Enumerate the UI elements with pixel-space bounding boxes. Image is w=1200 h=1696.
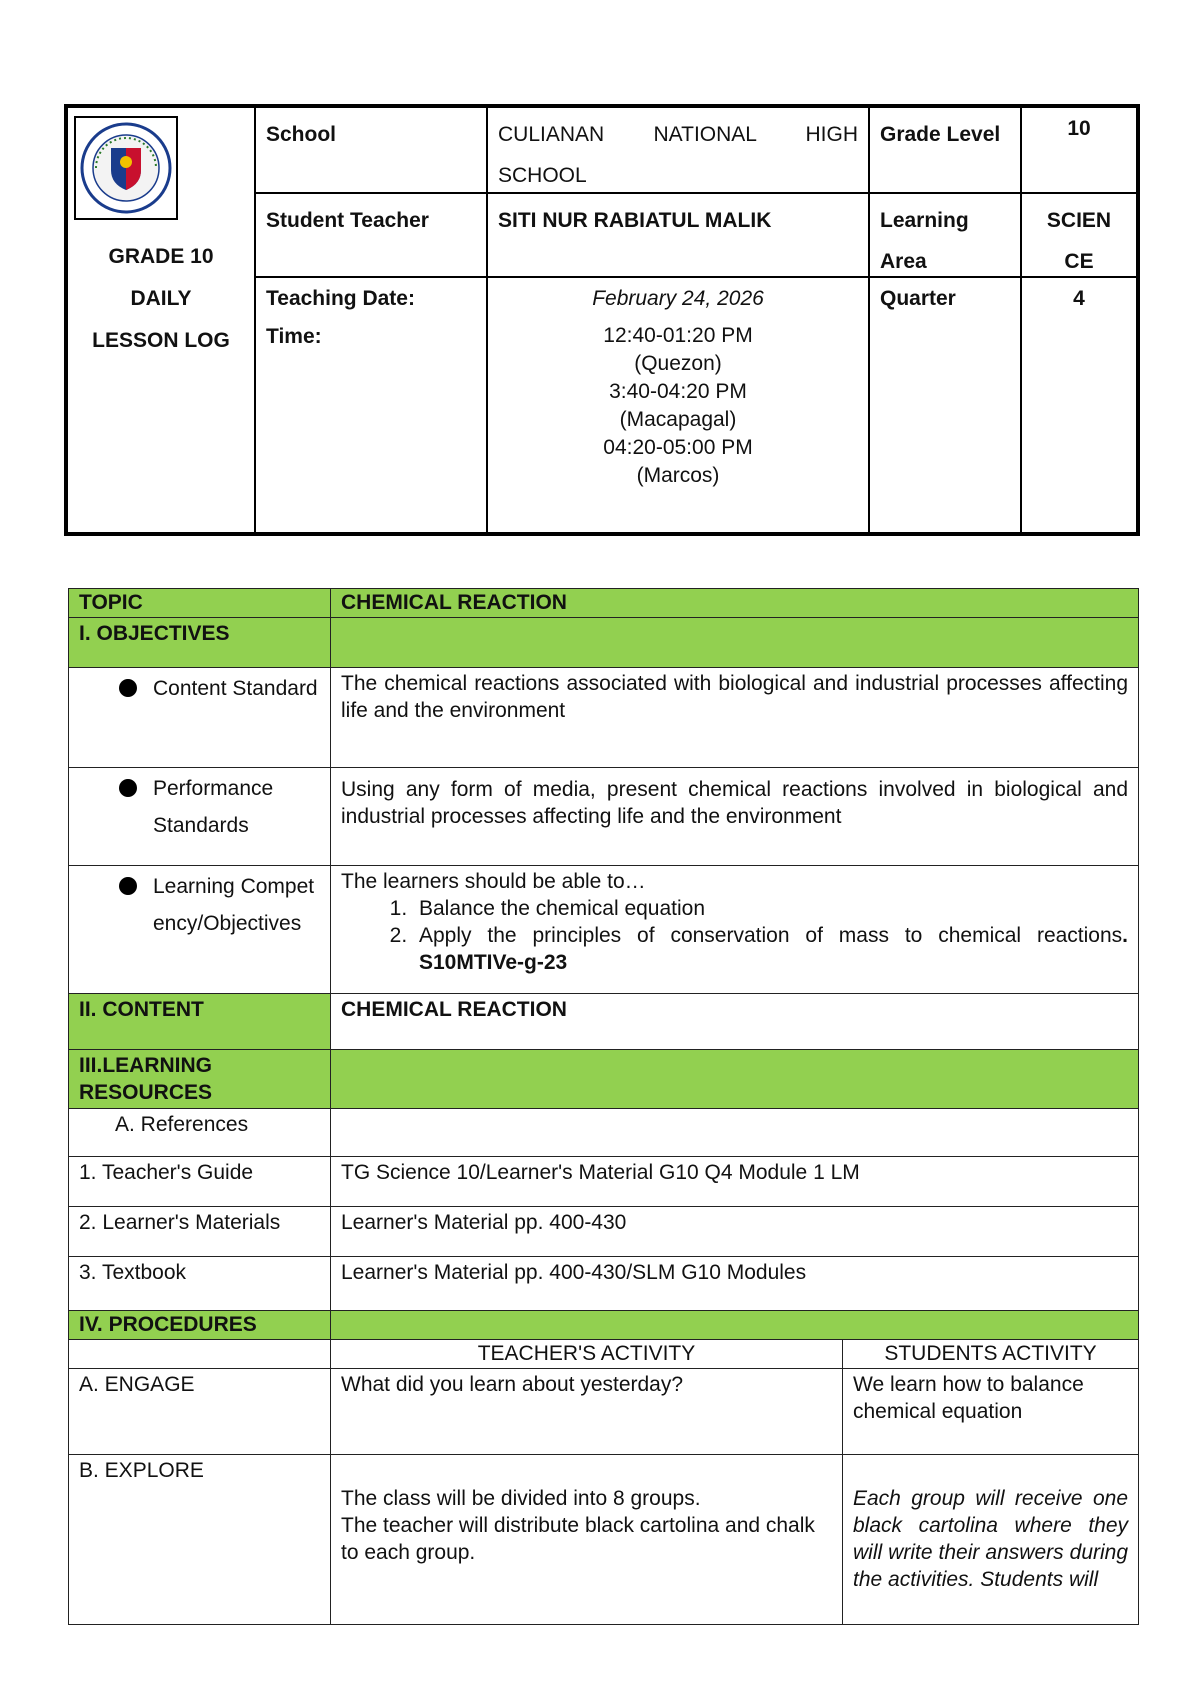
content-value: CHEMICAL REACTION [331, 994, 1139, 1050]
school-label: School [256, 108, 486, 194]
header-label-column [256, 108, 488, 532]
learning-area-label: Learning Area [870, 194, 1020, 278]
teachers-guide-label: 1. Teacher's Guide [69, 1157, 331, 1207]
engage-teacher: What did you learn about yesterday? [331, 1369, 843, 1455]
performance-standards-row [69, 768, 1139, 866]
objectives-row [69, 618, 1139, 668]
school-value: CULIANAN NATIONAL HIGH SCHOOL [488, 108, 868, 194]
explore-label: B. EXPLORE [69, 1455, 331, 1625]
bullet-icon [119, 679, 137, 697]
competency-row [69, 866, 1139, 994]
content-standard-value: The chemical reactions associated with biological and industrial processes affecting life and the environment [331, 668, 1139, 768]
lesson-table [68, 588, 1139, 1625]
topic-label: TOPIC [69, 589, 331, 618]
competency-code: S10MTIVe-g-23 [419, 951, 568, 974]
performance-standards-value: Using any form of media, present chemical reactions involved in biological and industrial processes affecting life and the environment [331, 768, 1139, 866]
header-logo-column [68, 108, 256, 532]
header-table [64, 104, 1140, 536]
teacher-activity-header: TEACHER'S ACTIVITY [331, 1340, 843, 1369]
students-activity-header: STUDENTS ACTIVITY [843, 1340, 1139, 1369]
quarter-value: 4 [1073, 287, 1085, 310]
header-value-column [488, 108, 870, 532]
textbook-value: Learner's Material pp. 400-430/SLM G10 Modules [331, 1257, 1139, 1311]
engage-student: We learn how to balance chemical equation [843, 1369, 1139, 1455]
learners-materials-row [69, 1207, 1139, 1257]
teaching-date-time-values [488, 278, 868, 496]
resources-label: III.LEARNING RESOURCES [69, 1050, 331, 1109]
topic-value: CHEMICAL REACTION [331, 589, 1139, 618]
grade-level-label: Grade Level [870, 108, 1020, 194]
time-values: 12:40-01:20 PM (Quezon) 3:40-04:20 PM (Macapagal) 04:20-05:00 PM (Marcos) [603, 324, 753, 487]
competency-label: Learning Competency/Objectives [79, 868, 320, 942]
textbook-row [69, 1257, 1139, 1311]
explore-student: Each group will receive one black cartolina where they will write their answers during the activities. Students will [843, 1455, 1139, 1625]
content-standard-label: Content Standard [79, 670, 320, 707]
performance-standards-label: Performance Standards [79, 770, 320, 844]
student-teacher-label: Student Teacher [256, 194, 486, 278]
explore-teacher: The class will be divided into 8 groups. The teacher will distribute black cartolina and chalk to each group. [331, 1455, 843, 1625]
competency-item: 1. Balance the chemical equation [413, 895, 1128, 922]
objectives-label: I. OBJECTIVES [69, 618, 331, 668]
competency-item: 2. Apply the principles of conservation of mass to chemical reactions. S10MTIVe-g-23 [413, 922, 1128, 976]
engage-row [69, 1369, 1139, 1455]
competency-list [341, 895, 1128, 976]
learners-materials-value: Learner's Material pp. 400-430 [331, 1207, 1139, 1257]
bullet-icon [119, 779, 137, 797]
activity-header-row [69, 1340, 1139, 1369]
header-value2-column [1022, 108, 1136, 532]
teaching-date-value: February 24, 2026 [592, 287, 764, 310]
teachers-guide-value: TG Science 10/Learner's Material G10 Q4 Module 1 LM [331, 1157, 1139, 1207]
teachers-guide-row [69, 1157, 1139, 1207]
procedures-row [69, 1311, 1139, 1340]
student-teacher-value: SITI NUR RABIATUL MALIK [488, 194, 868, 278]
learners-materials-label: 2. Learner's Materials [69, 1207, 331, 1257]
learning-area-value: SCIENCE [1022, 194, 1136, 278]
resources-row [69, 1050, 1139, 1109]
procedures-label: IV. PROCEDURES [69, 1311, 331, 1340]
explore-row [69, 1455, 1139, 1625]
textbook-label: 3. Textbook [69, 1257, 331, 1311]
document-title: GRADE 10 DAILY LESSON LOG [92, 245, 230, 352]
header-label2-column [870, 108, 1022, 532]
topic-row [69, 589, 1139, 618]
references-row [69, 1109, 1139, 1157]
engage-label: A. ENGAGE [69, 1369, 331, 1455]
bullet-icon [119, 877, 137, 895]
references-label: A. References [69, 1109, 331, 1157]
content-label: II. CONTENT [69, 994, 331, 1050]
competency-value: The learners should be able to… 1. Balance the chemical equation 2. Apply the principles of conservation of mass to chemical reactions. S10MTIVe-g-23 [331, 866, 1139, 994]
deped-seal-icon [74, 116, 178, 220]
grade-level-value: 10 [1022, 108, 1136, 194]
content-row [69, 994, 1139, 1050]
teaching-date-time-labels: Teaching Date: Time: [266, 287, 415, 348]
quarter-label: Quarter [880, 287, 956, 310]
content-standard-row [69, 668, 1139, 768]
